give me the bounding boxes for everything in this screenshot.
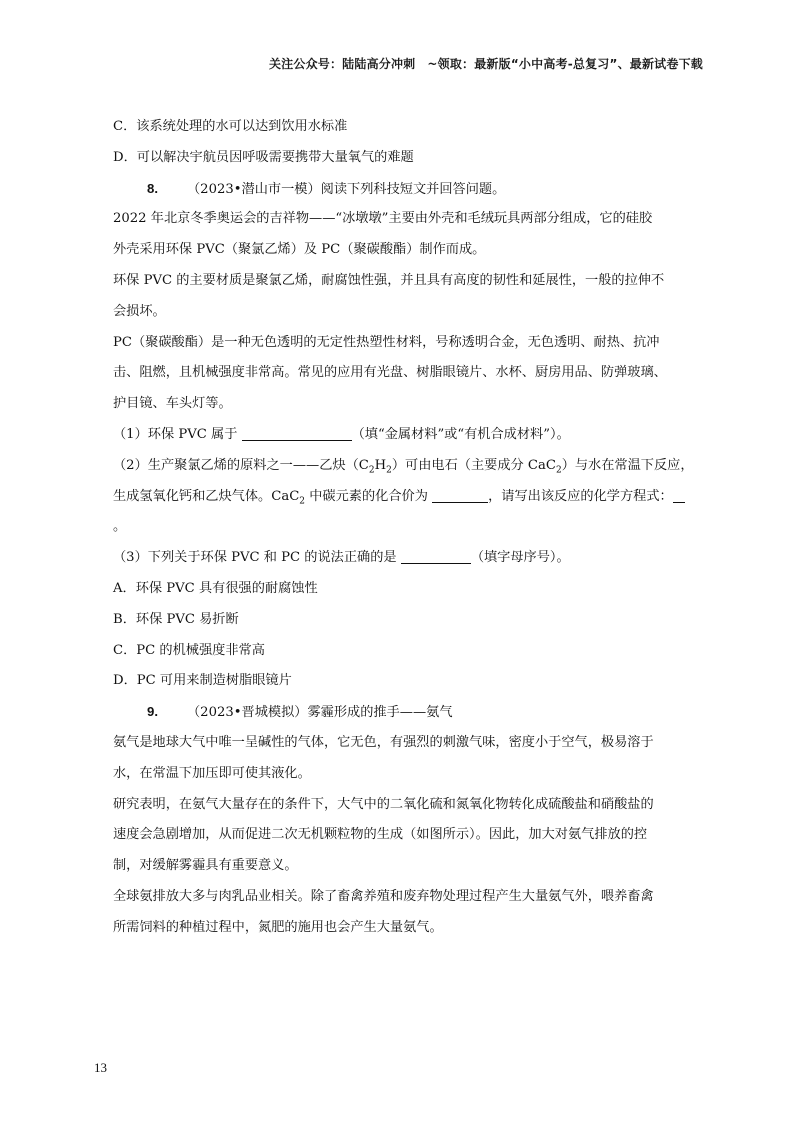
q9-paragraph-2-line-2: 速度会急剧增加，从而促进二次无机颗粒物的生成（如图所示）。因此，加大对氨气排放的控 — [113, 827, 648, 843]
q8-option-a: A．环保 PVC 具有很强的耐腐蚀性 — [113, 580, 318, 596]
q9-paragraph-2-line-1: 研究表明，在氨气大量存在的条件下，大气中的二氧化硫和氮氧化物转化成硫酸盐和硝酸盐的 — [113, 796, 654, 812]
q8-s2-text-e: 生成氢氧化钙和乙炔气体。CaC — [113, 488, 300, 504]
q8-paragraph-1-line-1: 2022 年北京冬季奥运会的吉祥物——“冰墩墩”主要由外壳和毛绒玩具两部分组成，它的硅胶 — [113, 211, 653, 227]
q8-s3-text: （3）下列关于环保 PVC 和 PC 的说法正确的是 — [113, 550, 401, 566]
q9-title: （2023•晋城模拟）雾霾形成的推手——氨气 — [187, 705, 453, 721]
q8-s1-hint: （填“金属材料”或“有机合成材料”）。 — [351, 426, 570, 442]
page-header — [269, 55, 703, 72]
q8-paragraph-2-line-2: 会损坏。 — [113, 303, 166, 319]
q9-paragraph-1-line-1: 氨气是地球大气中唯一呈碱性的气体，它无色，有强烈的刺激气味，密度小于空气，极易溶于 — [113, 734, 654, 750]
prev-option-d: D．可以解决宇航员因呼吸需要携带大量氧气的难题 — [113, 149, 414, 165]
prev-option-c: C．该系统处理的水可以达到饮用水标准 — [113, 119, 348, 134]
q8-title: （2023•潜山市一模）阅读下列科技短文并回答问题。 — [187, 181, 506, 197]
q8-heading — [113, 174, 713, 205]
q9-number: 9. — [147, 704, 158, 720]
q8-number: 8. — [147, 180, 158, 196]
q8-s2-valence-blank[interactable] — [432, 486, 488, 503]
q9-paragraph-1-line-2: 水，在常温下加压即可使其液化。 — [113, 765, 311, 781]
q8-subquestion-2-line-1 — [113, 451, 713, 482]
q8-paragraph-2-line-1: 环保 PVC 的主要材质是聚氯乙烯，耐腐蚀性强，并且具有高度的韧性和延展性，一般的拉伸不 — [113, 272, 665, 288]
q8-s2-text-c: ）可由电石（主要成分 CaC — [391, 457, 556, 473]
q8-option-c: C．PC 的机械强度非常高 — [113, 642, 265, 658]
q8-s2-text-d: ）与水在常温下反应， — [561, 457, 694, 473]
q9-paragraph-3-line-2: 所需饲料的种植过程中，氮肥的施用也会产生大量氨气。 — [113, 919, 443, 935]
header-left: 关注公众号：陆陆高分冲刺 — [268, 57, 416, 71]
q9-paragraph-2-line-3: 制，对缓解雾霾具有重要意义。 — [113, 858, 298, 874]
q8-s2-text-b: H — [374, 457, 387, 473]
q8-paragraph-3-line-2: 击、阻燃，且机械强度非常高。常见的应用有光盘、树脂眼镜片、水杯、厨房用品、防弹玻璃、 — [113, 365, 667, 381]
q8-s3-answer-blank[interactable] — [401, 547, 471, 564]
q8-option-d: D．PC 可用来制造树脂眼镜片 — [113, 673, 292, 689]
q8-s2-text-f: 中碳元素的化合价为 — [305, 488, 433, 504]
subscript: 2 — [386, 465, 392, 476]
q8-s2-text-g: ，请写出该反应的化学方程式： — [488, 488, 673, 504]
subscript: 2 — [368, 465, 375, 476]
q8-subquestion-1 — [113, 420, 713, 451]
q9-heading — [113, 697, 713, 728]
q8-s2-equation-blank[interactable] — [673, 486, 685, 503]
subscript: 2 — [299, 496, 306, 507]
q9-paragraph-3-line-1: 全球氨排放大多与肉乳品业相关。除了畜禽养殖和废弃物处理过程产生大量氨气外，喂养畜禽 — [113, 888, 654, 904]
page-number: 13 — [94, 1060, 107, 1075]
q8-subquestion-3 — [113, 543, 713, 574]
q8-subquestion-2-line-2 — [113, 482, 713, 513]
document-body — [113, 112, 713, 944]
q8-paragraph-3-line-3: 护目镜、车头灯等。 — [113, 396, 232, 412]
q8-s1-answer-blank[interactable] — [242, 424, 352, 441]
header-right: ~领取：最新版“小中高考-总复习”、最新试卷下载 — [427, 57, 703, 71]
q8-paragraph-1-line-2: 外壳采用环保 PVC（聚氯乙烯）及 PC（聚碳酸酯）制作而成。 — [113, 242, 486, 258]
subscript: 2 — [555, 465, 562, 476]
q8-subquestion-2-line-3: 。 — [113, 519, 127, 535]
q8-s1-text: （1）环保 PVC 属于 — [113, 426, 242, 442]
q8-s3-hint: （填字母序号）。 — [470, 550, 570, 566]
q8-paragraph-3-line-1: PC（聚碳酸酯）是一种无色透明的无定性热塑性材料，号称透明合金，无色透明、耐热、抗冲 — [113, 334, 660, 350]
q8-s2-text-a: （2）生产聚氯乙烯的原料之一——乙炔（C — [113, 457, 369, 473]
q8-option-b: B．环保 PVC 易折断 — [113, 611, 239, 627]
